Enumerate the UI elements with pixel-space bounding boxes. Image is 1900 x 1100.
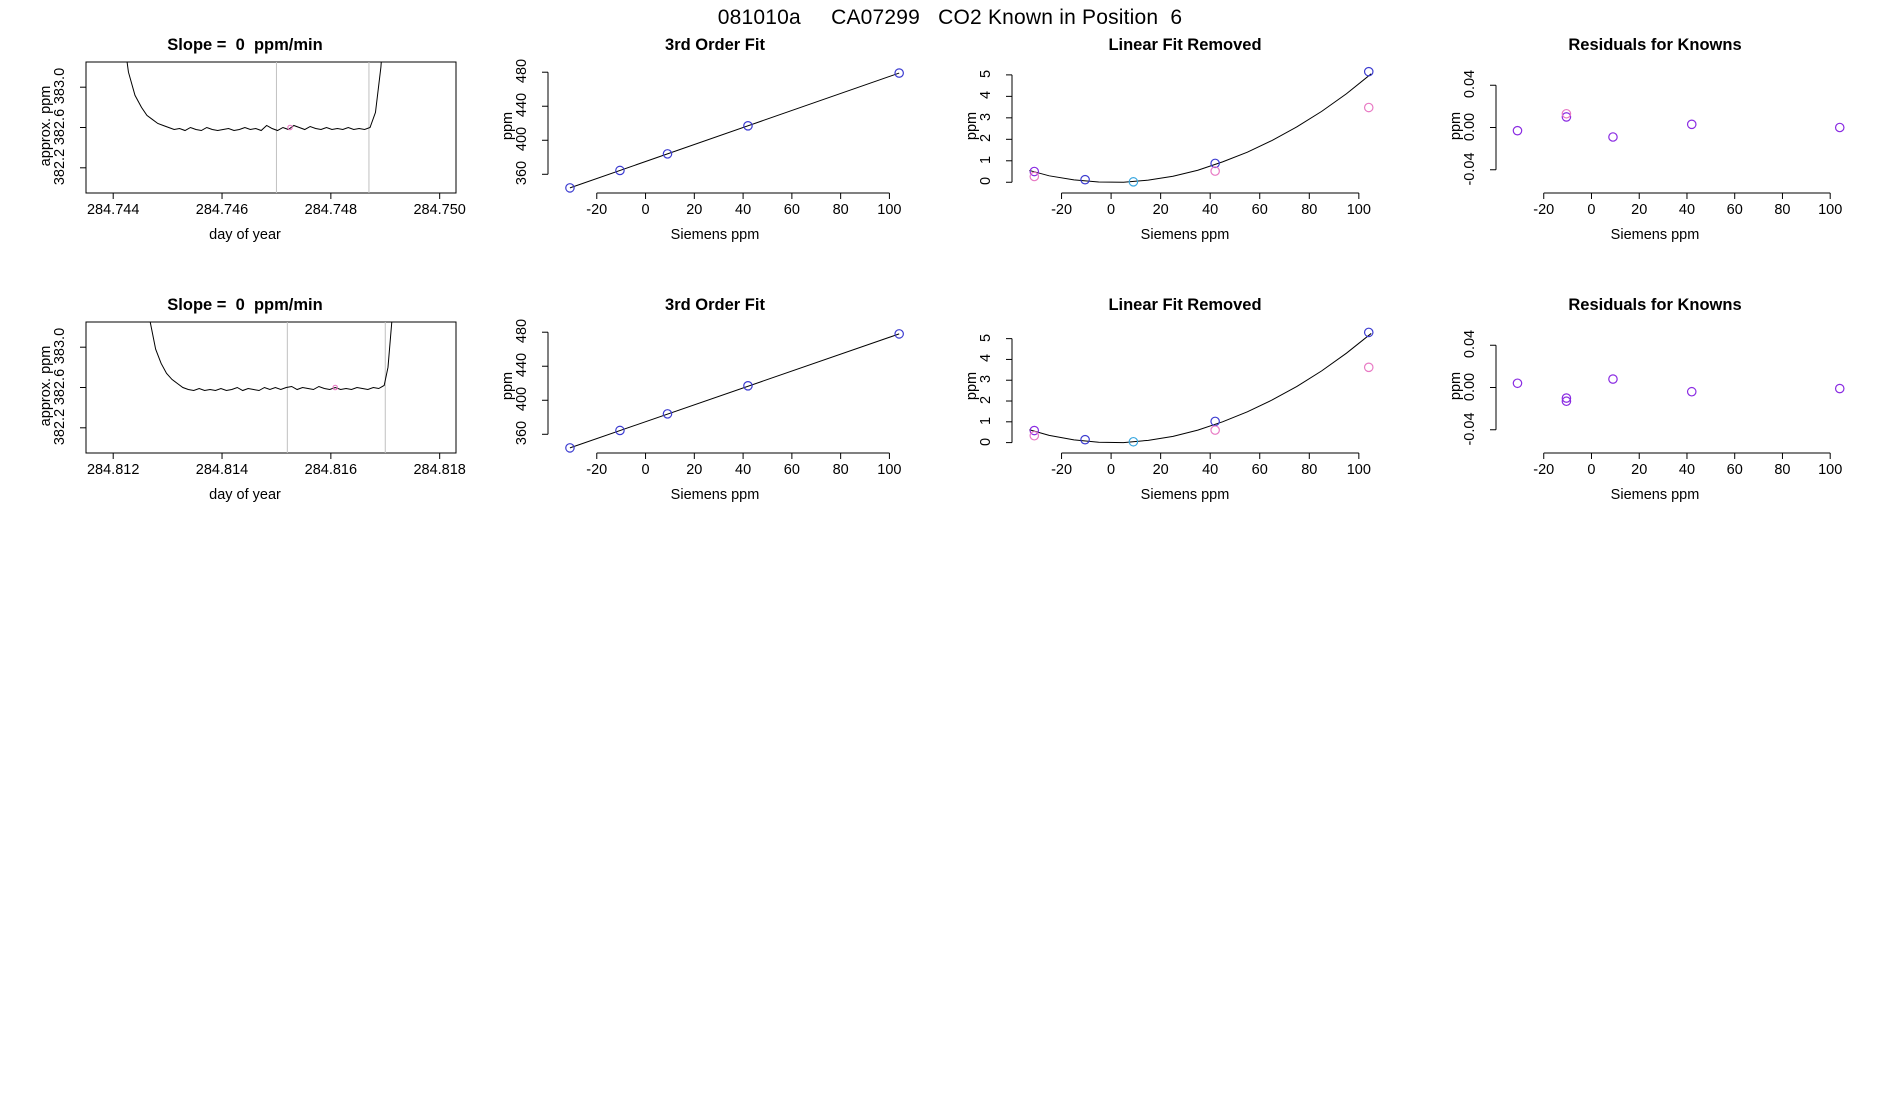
y-tick-label: 5 bbox=[978, 69, 994, 78]
data-point bbox=[1030, 432, 1038, 440]
y-axis-label: approx. ppm bbox=[38, 85, 54, 166]
plot-frame bbox=[86, 322, 456, 453]
y-axis-label: ppm bbox=[964, 111, 980, 140]
chart-panel-row2-linear-fit-removed bbox=[960, 296, 1410, 511]
x-tick-label: 80 bbox=[832, 202, 849, 218]
x-tick-label: 284.812 bbox=[86, 462, 140, 478]
x-tick-label: 40 bbox=[1202, 462, 1219, 478]
x-tick-label: 60 bbox=[1251, 462, 1268, 478]
plot-canvas bbox=[490, 296, 940, 511]
y-tick-label: 4 bbox=[978, 91, 994, 100]
x-tick-label: 100 bbox=[1346, 202, 1371, 218]
data-point bbox=[566, 184, 574, 192]
x-tick-label: 80 bbox=[1774, 202, 1791, 218]
y-tick-label: 400 bbox=[514, 387, 530, 412]
x-tick-label: 80 bbox=[1301, 462, 1318, 478]
x-axis-label: Siemens ppm bbox=[1140, 487, 1230, 503]
data-point bbox=[1081, 175, 1089, 183]
data-point bbox=[1609, 133, 1617, 141]
x-tick-label: 0 bbox=[1587, 202, 1596, 218]
page-title: 081010a CA07299 CO2 Known in Position 6 bbox=[717, 6, 1183, 29]
y-axis-label: ppm bbox=[500, 371, 516, 400]
chart-panel-row1-residuals bbox=[1430, 36, 1880, 251]
data-point bbox=[1081, 435, 1089, 443]
y-tick-label: 5 bbox=[978, 333, 994, 342]
plot-canvas bbox=[490, 36, 940, 251]
x-tick-label: 284.816 bbox=[304, 462, 358, 478]
x-tick-label: 0 bbox=[641, 202, 650, 218]
x-tick-label: 284.748 bbox=[304, 202, 358, 218]
chart-panel-row1-trace bbox=[20, 36, 470, 251]
x-tick-label: 40 bbox=[1678, 202, 1696, 218]
fit-line bbox=[570, 73, 899, 188]
y-axis-label: ppm bbox=[1448, 371, 1464, 400]
y-tick-label: 480 bbox=[514, 319, 530, 344]
x-tick-label: 284.746 bbox=[195, 202, 249, 218]
y-tick-label: 383.0 bbox=[52, 68, 68, 105]
x-tick-label: -20 bbox=[1051, 202, 1073, 218]
chart-panel-row2-residuals bbox=[1430, 296, 1880, 511]
x-tick-label: 100 bbox=[877, 462, 902, 478]
data-point bbox=[1688, 120, 1696, 128]
x-tick-label: 80 bbox=[1301, 202, 1318, 218]
y-tick-label: 3 bbox=[978, 375, 994, 384]
x-tick-label: -20 bbox=[1051, 462, 1073, 478]
y-tick-label: 382.6 bbox=[52, 368, 68, 405]
x-axis-label: Siemens ppm bbox=[1140, 227, 1230, 243]
y-axis-label: ppm bbox=[1448, 111, 1464, 140]
x-tick-label: 20 bbox=[1152, 202, 1169, 218]
x-tick-label: 80 bbox=[832, 462, 849, 478]
y-tick-label: 382.2 bbox=[52, 408, 68, 445]
y-tick-label: 440 bbox=[514, 353, 530, 378]
x-tick-label: 40 bbox=[1678, 462, 1696, 478]
data-point bbox=[1365, 103, 1373, 111]
y-tick-label: 0.04 bbox=[1462, 330, 1478, 359]
y-tick-label: 1 bbox=[978, 416, 994, 425]
y-tick-label: -0.04 bbox=[1462, 152, 1478, 186]
y-axis-label: ppm bbox=[964, 371, 980, 400]
chart-title: Slope = 0 ppm/min bbox=[167, 36, 323, 54]
y-tick-label: 3 bbox=[978, 112, 994, 121]
data-point bbox=[1030, 172, 1038, 180]
data-point bbox=[566, 444, 574, 452]
x-tick-label: 100 bbox=[877, 202, 902, 218]
x-tick-label: -20 bbox=[1533, 202, 1555, 218]
x-tick-label: 40 bbox=[735, 462, 752, 478]
chart-panel-row1-3rd-order-fit bbox=[490, 36, 940, 251]
data-point bbox=[1365, 67, 1373, 75]
x-tick-label: 20 bbox=[1152, 462, 1169, 478]
chart-panel-row1-linear-fit-removed bbox=[960, 36, 1410, 251]
chart-title: Residuals for Knowns bbox=[1568, 296, 1742, 314]
x-axis-label: day of year bbox=[209, 487, 281, 503]
y-tick-label: 382.2 bbox=[52, 148, 68, 185]
y-tick-label: 360 bbox=[514, 421, 530, 446]
plot-canvas bbox=[1430, 36, 1880, 251]
y-tick-label: -0.04 bbox=[1462, 412, 1478, 446]
chart-title: 3rd Order Fit bbox=[665, 36, 765, 54]
plot-canvas bbox=[1430, 296, 1880, 511]
chart-title: Slope = 0 ppm/min bbox=[167, 296, 323, 314]
x-tick-label: 100 bbox=[1346, 462, 1371, 478]
data-point bbox=[1365, 363, 1373, 371]
chart-title: Linear Fit Removed bbox=[1108, 36, 1262, 54]
x-tick-label: 60 bbox=[1726, 202, 1743, 218]
data-point bbox=[1609, 375, 1617, 383]
x-axis-label: Siemens ppm bbox=[670, 487, 760, 503]
x-axis-label: Siemens ppm bbox=[1610, 227, 1700, 243]
x-tick-label: 60 bbox=[783, 202, 800, 218]
x-tick-label: 80 bbox=[1774, 462, 1791, 478]
y-tick-label: 2 bbox=[978, 134, 994, 143]
y-axis-label: ppm bbox=[500, 111, 516, 140]
y-tick-label: 0 bbox=[978, 437, 994, 446]
x-tick-label: 0 bbox=[1107, 462, 1116, 478]
x-tick-label: 284.744 bbox=[86, 202, 140, 218]
x-tick-label: -20 bbox=[1533, 462, 1555, 478]
data-point bbox=[1513, 126, 1521, 134]
y-tick-label: 360 bbox=[514, 161, 530, 186]
x-tick-label: -20 bbox=[586, 202, 608, 218]
data-point bbox=[1688, 388, 1696, 396]
fit-line bbox=[570, 334, 899, 448]
x-tick-label: 284.750 bbox=[413, 202, 466, 218]
y-tick-label: 400 bbox=[514, 127, 530, 152]
x-tick-label: 284.814 bbox=[195, 462, 249, 478]
y-axis-label: approx. ppm bbox=[38, 345, 54, 426]
y-tick-label: 0.00 bbox=[1462, 112, 1478, 141]
y-tick-label: 0 bbox=[978, 177, 994, 186]
y-tick-label: 440 bbox=[514, 93, 530, 118]
plot-canvas bbox=[960, 296, 1410, 511]
plot-canvas bbox=[960, 36, 1410, 251]
y-tick-label: 382.6 bbox=[52, 108, 68, 145]
chart-panel-row2-trace bbox=[20, 296, 470, 511]
y-tick-label: 383.0 bbox=[52, 328, 68, 365]
y-tick-label: 2 bbox=[978, 395, 994, 405]
chart-title: 3rd Order Fit bbox=[665, 296, 765, 314]
x-axis-label: Siemens ppm bbox=[1610, 487, 1700, 503]
y-tick-label: 0.04 bbox=[1462, 70, 1478, 99]
x-tick-label: 284.818 bbox=[413, 462, 466, 478]
y-tick-label: 0.00 bbox=[1462, 372, 1478, 401]
x-tick-label: 60 bbox=[1726, 462, 1743, 478]
x-tick-label: 20 bbox=[686, 202, 703, 218]
data-point bbox=[1836, 384, 1844, 392]
data-point bbox=[1513, 379, 1521, 387]
x-tick-label: 60 bbox=[1251, 202, 1268, 218]
x-axis-label: Siemens ppm bbox=[670, 227, 760, 243]
x-tick-label: 20 bbox=[686, 462, 703, 478]
chart-title: Linear Fit Removed bbox=[1108, 296, 1262, 314]
x-tick-label: 0 bbox=[1107, 202, 1116, 218]
x-tick-label: 20 bbox=[1631, 462, 1648, 478]
chart-title: Residuals for Knowns bbox=[1568, 36, 1742, 54]
fit-curve bbox=[1029, 74, 1371, 182]
x-tick-label: 40 bbox=[735, 202, 752, 218]
y-tick-label: 1 bbox=[978, 155, 994, 164]
x-tick-label: 100 bbox=[1818, 462, 1843, 478]
x-tick-label: -20 bbox=[586, 462, 608, 478]
x-tick-label: 0 bbox=[1587, 462, 1596, 478]
data-point bbox=[1211, 426, 1219, 434]
x-tick-label: 100 bbox=[1818, 202, 1843, 218]
y-tick-label: 480 bbox=[514, 59, 530, 84]
x-tick-label: 60 bbox=[783, 462, 800, 478]
x-tick-label: 0 bbox=[641, 462, 650, 478]
x-axis-label: day of year bbox=[209, 227, 281, 243]
plot-canvas bbox=[20, 36, 470, 251]
y-tick-label: 4 bbox=[978, 354, 994, 363]
x-tick-label: 20 bbox=[1631, 202, 1648, 218]
fit-curve bbox=[1029, 333, 1371, 442]
chart-panel-row2-3rd-order-fit bbox=[490, 296, 940, 511]
plot-canvas bbox=[20, 296, 470, 511]
x-tick-label: 40 bbox=[1202, 202, 1219, 218]
data-point bbox=[1836, 123, 1844, 131]
